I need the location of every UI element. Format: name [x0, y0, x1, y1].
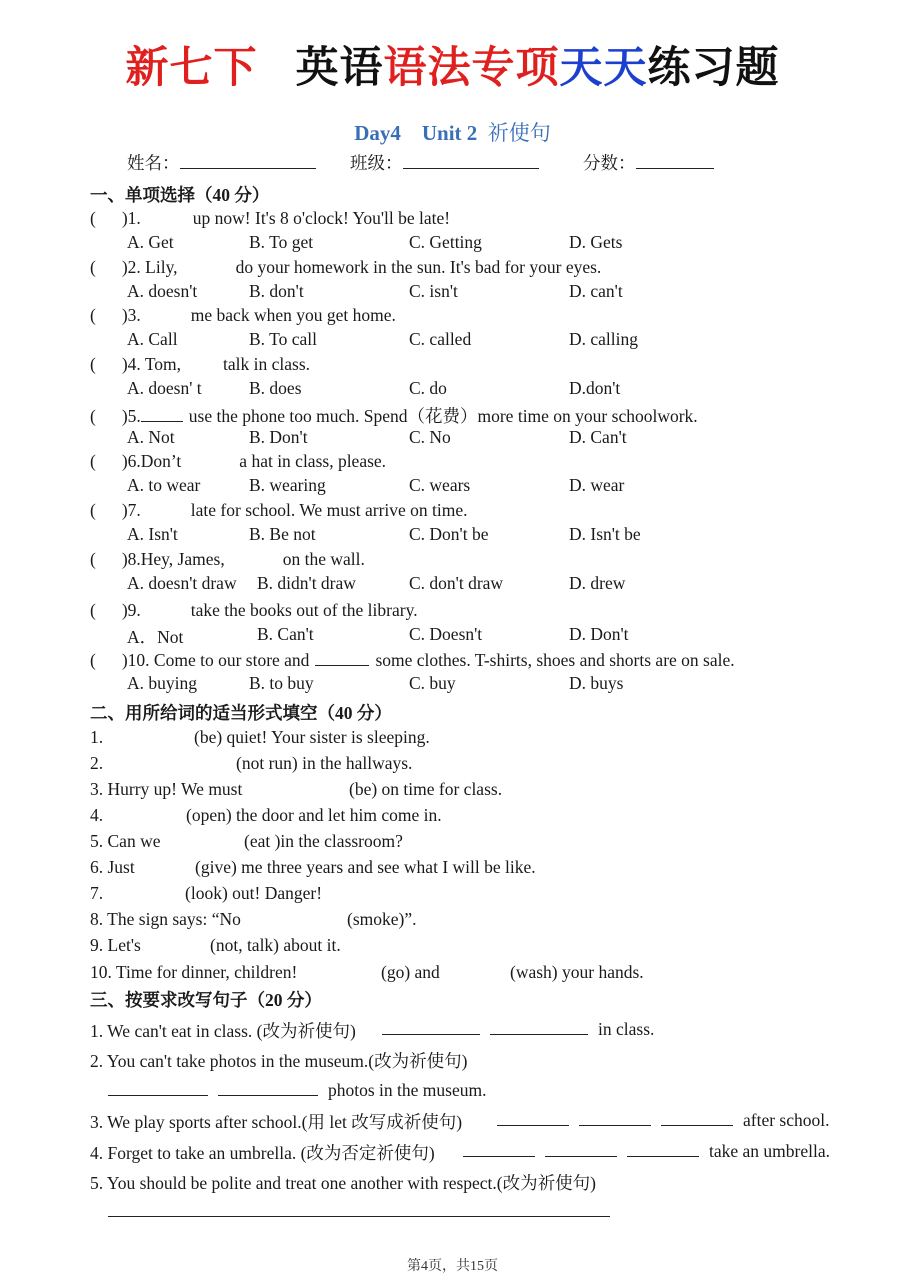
answer-paren-open: (	[90, 600, 96, 620]
section1-heading: 一、单项选择（40 分）	[90, 185, 270, 205]
question-number: 8.Hey, James,	[127, 549, 225, 569]
answer-paren-open: (	[90, 305, 96, 325]
fill-item-4-text: (open) the door and let him come in.	[186, 805, 442, 825]
fill-item-8-text: (smoke)”.	[347, 909, 417, 929]
fill-item-7-prefix: 7.	[90, 883, 104, 903]
title-part: 练习题	[647, 43, 780, 93]
page-title	[0, 34, 905, 95]
fill-item-6-text: (give) me three years and see what I will be like.	[195, 857, 536, 877]
section3-heading: 三、按要求改写句子（20 分）	[90, 990, 322, 1010]
question-8	[90, 549, 365, 570]
option-b[interactable]: B. Don't	[249, 427, 308, 447]
question-number: 5.	[127, 406, 141, 426]
option-a[interactable]: A. Isn't	[127, 524, 178, 544]
question-text: take the books out of the library.	[190, 600, 418, 620]
subtitle-unit: Unit 2	[421, 121, 478, 145]
fill-item-7-text: (look) out! Danger!	[185, 883, 323, 903]
question-text: up now! It's 8 o'clock! You'll be late!	[192, 208, 451, 228]
answer-paren-close: )	[121, 354, 128, 374]
fill-item-2-text: (not run) in the hallways.	[236, 753, 413, 773]
subtitle-topic: 祈使句	[487, 121, 551, 145]
option-b[interactable]: B. does	[249, 378, 302, 398]
rewrite-5-answer[interactable]	[108, 1200, 610, 1222]
fill-item-1-text: (be) quiet! Your sister is sleeping.	[194, 727, 430, 747]
option-c[interactable]: C. buy	[409, 673, 456, 693]
answer-paren-close: )	[121, 257, 128, 277]
fill-item-9-text: (not, talk) about it.	[210, 935, 341, 955]
question-number: 2. Lily,	[127, 257, 178, 277]
question-6	[90, 451, 386, 472]
option-a[interactable]: A. doesn' t	[127, 378, 202, 398]
question-number: 4. Tom,	[127, 354, 182, 374]
option-c[interactable]: C. isn't	[409, 281, 458, 301]
question-text: do your homework in the sun. It's bad for your eyes.	[235, 257, 602, 277]
option-d[interactable]: D. can't	[569, 281, 623, 301]
fill-item-10-text: (go) and	[381, 962, 440, 982]
answer-blank[interactable]	[108, 1079, 208, 1096]
answer-blank[interactable]	[579, 1109, 651, 1126]
option-c[interactable]: C. Getting	[409, 232, 482, 252]
answer-paren-open: (	[90, 208, 96, 228]
title-part: 天天	[559, 43, 648, 93]
option-a[interactable]: A. doesn't draw	[127, 573, 237, 593]
fill-item-2-prefix: 2.	[90, 753, 104, 773]
answer-paren-close: )	[121, 500, 128, 520]
score-label: 分数：	[583, 153, 636, 173]
rewrite-4-tail: take an umbrella.	[709, 1141, 830, 1161]
option-b[interactable]: B. Be not	[249, 524, 316, 544]
option-d[interactable]: D. calling	[569, 329, 639, 349]
option-c[interactable]: C. called	[409, 329, 472, 349]
score-field[interactable]	[583, 150, 714, 175]
answer-paren-close: )	[121, 549, 128, 569]
question-number: 6.Don’t	[127, 451, 182, 471]
question-blank[interactable]	[141, 405, 183, 422]
question-number: 3.	[127, 305, 141, 325]
option-b[interactable]: B. To get	[249, 232, 314, 252]
option-d[interactable]: D. Can't	[569, 427, 627, 447]
answer-blank[interactable]	[627, 1140, 699, 1157]
answer-paren-open: (	[90, 500, 96, 520]
option-b[interactable]: B. don't	[249, 281, 304, 301]
option-d[interactable]: D. drew	[569, 573, 626, 593]
fill-item-3-text: (be) on time for class.	[349, 779, 503, 799]
option-b[interactable]: B. didn't draw	[257, 573, 356, 593]
answer-blank[interactable]	[382, 1018, 480, 1035]
fill-item-5-text: (eat )in the classroom?	[244, 831, 403, 851]
answer-paren-close: )	[121, 406, 128, 426]
fill-item-9-prefix: 9. Let's	[90, 935, 141, 955]
class-field[interactable]	[350, 150, 539, 175]
question-number: 10. Come to our store and	[127, 650, 310, 670]
option-c[interactable]: C. Doesn't	[409, 624, 483, 644]
question-1	[90, 208, 450, 229]
option-d[interactable]: D.don't	[569, 378, 621, 398]
question-4	[90, 354, 310, 375]
question-number: 1.	[127, 208, 141, 228]
page-number: 第4页，共15页	[407, 1259, 498, 1274]
option-d[interactable]: D. wear	[569, 475, 625, 495]
question-number: 7.	[127, 500, 141, 520]
question-10	[90, 649, 735, 671]
answer-blank[interactable]	[497, 1109, 569, 1126]
section2-heading: 二、用所给词的适当形式填空（40 分）	[90, 703, 392, 723]
option-b[interactable]: B. wearing	[249, 475, 326, 495]
fill-item-4-prefix: 4.	[90, 805, 104, 825]
rewrite-1-text: 1. We can't eat in class. (改为祈使句)	[90, 1021, 356, 1041]
answer-paren-close: )	[121, 600, 128, 620]
rewrite-1-tail: in class.	[598, 1019, 655, 1039]
fill-item-8-prefix: 8. The sign says: “No	[90, 909, 241, 929]
fill-item-3-prefix: 3. Hurry up! We must	[90, 779, 243, 799]
option-c[interactable]: C. wears	[409, 475, 471, 495]
rewrite-3-answer[interactable]	[497, 1109, 830, 1131]
question-text: late for school. We must arrive on time.	[190, 500, 468, 520]
lesson-subtitle	[0, 117, 905, 147]
title-part: 新七下	[125, 43, 258, 93]
question-text: talk in class.	[223, 354, 311, 374]
fill-item-10-prefix: 10. Time for dinner, children!	[90, 962, 298, 982]
answer-blank[interactable]	[218, 1079, 318, 1096]
option-a[interactable]: A. to wear	[127, 475, 201, 495]
rewrite-2-tail: photos in the museum.	[328, 1080, 487, 1100]
rewrite-3-tail: after school.	[743, 1110, 830, 1130]
question-text: a hat in class, please.	[239, 451, 387, 471]
option-a[interactable]: A. buying	[127, 673, 197, 693]
rewrite-4-text: 4. Forget to take an umbrella. (改为否定祈使句)	[90, 1143, 435, 1163]
question-3	[90, 305, 396, 326]
answer-blank[interactable]	[545, 1140, 617, 1157]
question-7	[90, 500, 468, 521]
title-part: 英语	[295, 43, 384, 93]
option-b[interactable]: B. to buy	[249, 673, 314, 693]
answer-paren-close: )	[121, 305, 128, 325]
question-text: use the phone too much. Spend（花费）more time on your schoolwork.	[188, 406, 698, 426]
option-b[interactable]: B. To call	[249, 329, 317, 349]
option-c[interactable]: C. Don't be	[409, 524, 489, 544]
option-d[interactable]: D. Isn't be	[569, 524, 641, 544]
fill-item-6-prefix: 6. Just	[90, 857, 135, 877]
rewrite-5-text: 5. You should be polite and treat one another with respect.(改为祈使句)	[90, 1173, 596, 1193]
answer-paren-close: )	[121, 451, 128, 471]
answer-paren-open: (	[90, 406, 96, 426]
option-d[interactable]: D. buys	[569, 673, 624, 693]
answer-paren-open: (	[90, 549, 96, 569]
option-d[interactable]: D. Gets	[569, 232, 623, 252]
answer-paren-close: )	[121, 650, 128, 670]
option-c[interactable]: C. do	[409, 378, 447, 398]
option-b[interactable]: B. Can't	[257, 624, 314, 644]
fill-item-5-prefix: 5. Can we	[90, 831, 161, 851]
option-a[interactable]: A. doesn't	[127, 281, 198, 301]
rewrite-4-answer[interactable]	[463, 1140, 830, 1162]
rewrite-2-answer[interactable]	[108, 1079, 486, 1101]
question-blank[interactable]	[315, 649, 369, 666]
option-a[interactable]: A. Not	[127, 427, 175, 447]
question-2	[90, 257, 601, 278]
question-9	[90, 600, 418, 621]
fill-item-1-prefix: 1.	[90, 727, 104, 747]
option-a[interactable]: A. Get	[127, 232, 174, 252]
answer-blank[interactable]	[661, 1109, 733, 1126]
answer-paren-open: (	[90, 451, 96, 471]
question-text: on the wall.	[282, 549, 365, 569]
answer-blank[interactable]	[490, 1018, 588, 1035]
subtitle-day: Day4	[354, 121, 401, 145]
title-part: 语法专项	[383, 43, 560, 93]
name-label: 姓名：	[127, 153, 180, 173]
option-c[interactable]: C. No	[409, 427, 451, 447]
fill-item-10-end: (wash) your hands.	[510, 962, 644, 982]
rewrite-2-text: 2. You can't take photos in the museum.(改为祈使句)	[90, 1051, 468, 1071]
question-5	[90, 403, 698, 428]
option-a[interactable]: A. Call	[127, 329, 178, 349]
answer-paren-open: (	[90, 650, 96, 670]
answer-line[interactable]	[108, 1200, 610, 1217]
option-a[interactable]: A．Not	[127, 627, 184, 647]
name-field[interactable]	[127, 150, 316, 175]
question-number: 9.	[127, 600, 141, 620]
question-text: me back when you get home.	[190, 305, 396, 325]
rewrite-3-text: 3. We play sports after school.(用 let 改写成祈使句)	[90, 1112, 463, 1132]
answer-paren-close: )	[121, 208, 128, 228]
question-text: some clothes. T-shirts, shoes and shorts are on sale.	[375, 650, 735, 670]
answer-paren-open: (	[90, 257, 96, 277]
rewrite-1-answer[interactable]	[382, 1018, 654, 1040]
answer-blank[interactable]	[463, 1140, 535, 1157]
answer-paren-open: (	[90, 354, 96, 374]
option-d[interactable]: D. Don't	[569, 624, 629, 644]
option-c[interactable]: C. don't draw	[409, 573, 504, 593]
class-label: 班级：	[350, 153, 403, 173]
